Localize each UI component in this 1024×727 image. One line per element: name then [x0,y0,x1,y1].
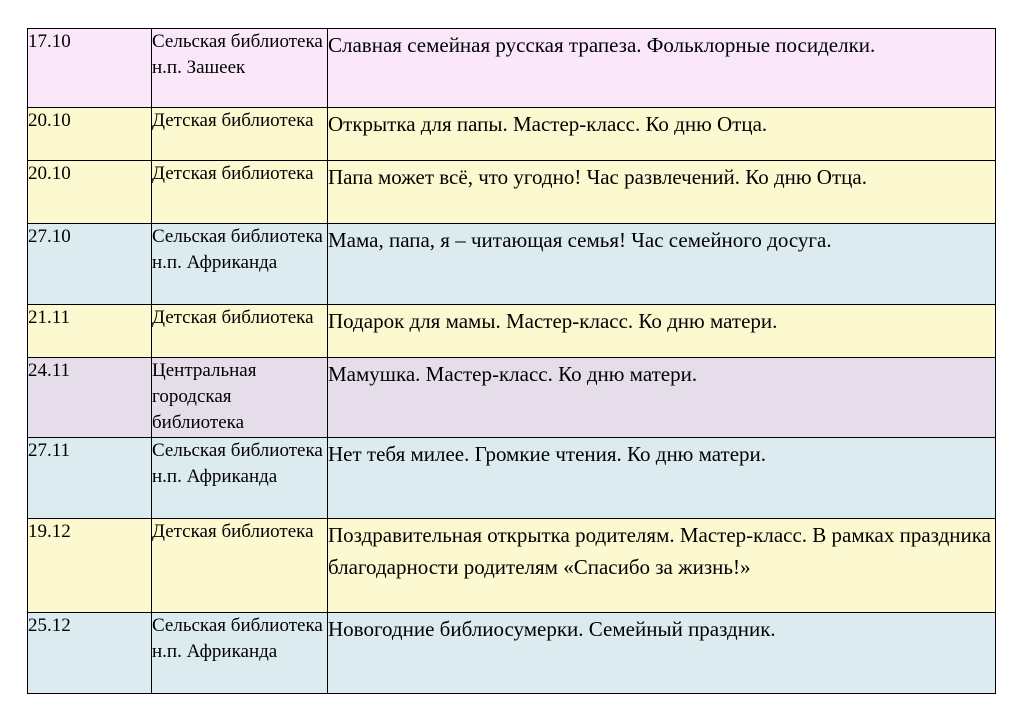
place-cell: Сельская библиотека н.п. Африканда [152,224,328,305]
event-cell: Поздравительная открытка родителям. Мастер-класс. В рамках праздника благодарности родителям «Спасибо за жизнь!» [328,519,996,613]
place-cell: Детская библиотека [152,519,328,613]
event-cell: Мамушка. Мастер-класс. Ко дню матери. [328,358,996,438]
table-row [28,358,996,438]
table-row [28,224,996,305]
table-row [28,29,996,108]
place-cell: Детская библиотека [152,161,328,224]
date-cell: 25.12 [28,613,152,694]
table-row [28,613,996,694]
place-cell: Центральная городская библиотека [152,358,328,438]
table-row [28,305,996,358]
event-cell: Папа может всё, что угодно! Час развлечений. Ко дню Отца. [328,161,996,224]
date-cell: 17.10 [28,29,152,108]
table-row [28,519,996,613]
event-cell: Подарок для мамы. Мастер-класс. Ко дню матери. [328,305,996,358]
events-table [27,28,996,694]
place-cell: Детская библиотека [152,305,328,358]
place-cell: Детская библиотека [152,108,328,161]
place-cell: Сельская библиотека н.п. Зашеек [152,29,328,108]
event-cell: Открытка для папы. Мастер-класс. Ко дню Отца. [328,108,996,161]
date-cell: 20.10 [28,161,152,224]
table-row [28,438,996,519]
event-cell: Мама, папа, я – читающая семья! Час семейного досуга. [328,224,996,305]
table-row [28,108,996,161]
table-row [28,161,996,224]
date-cell: 21.11 [28,305,152,358]
date-cell: 20.10 [28,108,152,161]
place-cell: Сельская библиотека н.п. Африканда [152,613,328,694]
event-cell: Нет тебя милее. Громкие чтения. Ко дню матери. [328,438,996,519]
event-cell: Новогодние библиосумерки. Семейный праздник. [328,613,996,694]
date-cell: 27.11 [28,438,152,519]
place-cell: Сельская библиотека н.п. Африканда [152,438,328,519]
event-cell: Славная семейная русская трапеза. Фольклорные посиделки. [328,29,996,108]
date-cell: 24.11 [28,358,152,438]
date-cell: 27.10 [28,224,152,305]
date-cell: 19.12 [28,519,152,613]
